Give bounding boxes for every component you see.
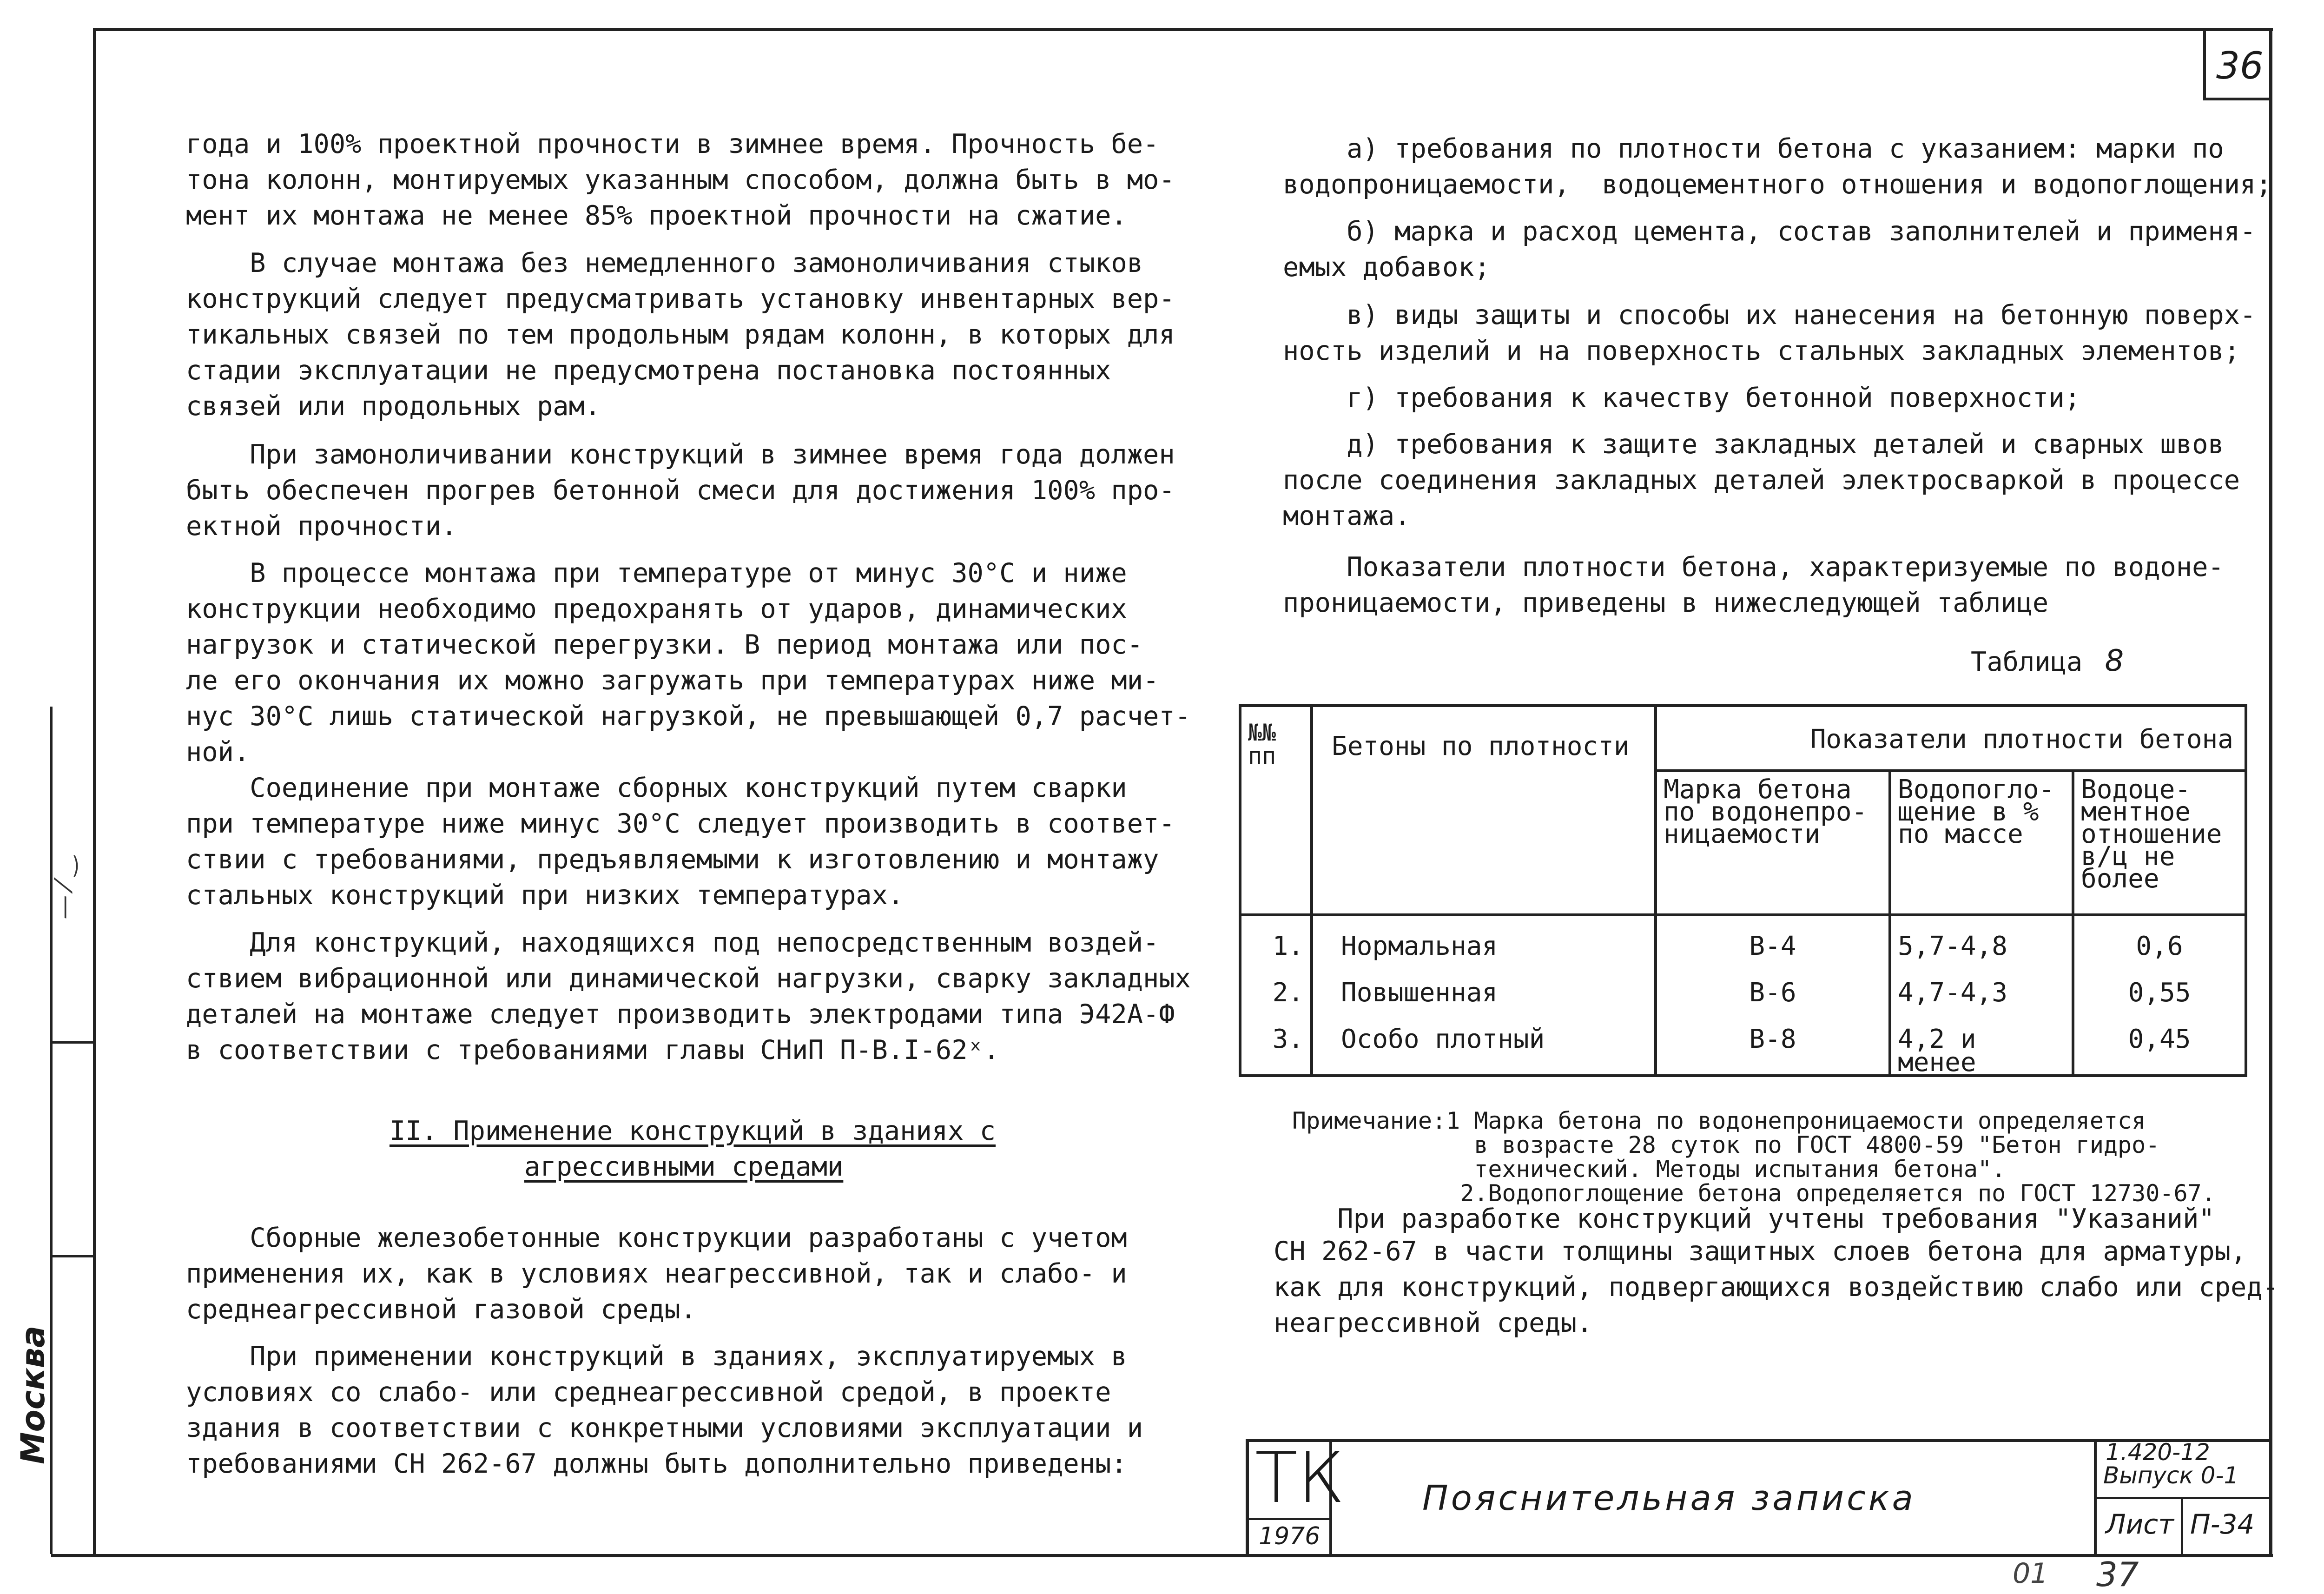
left-para-6: Сборные железобетонные конструкции разработаны с учетом применения их, как в условиях неагрессивной, так и слабо- и среднеагрессивной газовой среды. — [186, 1223, 1127, 1325]
margin-stamp-column — [50, 707, 95, 1554]
sheet-number: П-34 — [2190, 1508, 2255, 1540]
org-stamp: ТК — [1255, 1438, 1345, 1519]
table-row: 1. Нормальная В-4 5,7-4,8 0,6 — [1240, 915, 2246, 968]
bottom-mark-right: 37 — [2096, 1555, 2139, 1594]
col-header-absorption: Водопогло- щение в % по массе — [1890, 771, 2073, 915]
table-caption: Таблица 8 — [1971, 644, 2124, 678]
right-item-b: б) марка и расход цемента, состав заполнителей и применя- емых добавок; — [1283, 216, 2256, 283]
table-row: 2. Повышенная В-6 4,7-4,3 0,55 — [1240, 968, 2246, 1015]
left-para-2: В случае монтажа без немедленного замоноличивания стыков конструкций следует предусматривать установку инвентарных вер- тикальных связей по тем продольным рядам колонн, в которых для стадии эксплуатации не предусмотрена постановка постоянных связей или продольных рам. — [186, 248, 1175, 422]
table-row: 3. Особо плотный В-8 4,2 и менее 0,45 — [1240, 1015, 2246, 1076]
title-block-year: 1976 — [1259, 1522, 1320, 1550]
col-header-grade: Марка бетона по водонепро- ницаемости — [1656, 771, 1890, 915]
right-item-d: г) требования к качеству бетонной поверхности; — [1283, 383, 2080, 413]
left-para-7: При применении конструкций в зданиях, эксплуатируемых в условиях со слабо- или среднеагрессивной средой, в проекте здания в соответствии с конкретными условиями эксплуатации и требованиями СН 262-67 должны быть дополнительно приведены: — [186, 1341, 1143, 1479]
title-block-divider — [2181, 1497, 2183, 1554]
right-item-e: д) требования к защите закладных деталей и сварных швов после соединения закладных деталей электросваркой в процессе монтажа. — [1283, 429, 2240, 531]
table-note: Примечание:1 Марка бетона по водонепроницаемости определяется в возрасте 28 суток по ГОСТ 4800-59 "Бетон гидро- технический. Методы испытания бетона". 2.Водопоглощение бетона определяется по ГОСТ 12730-67. — [1292, 1107, 2216, 1207]
col-header-group: Показатели плотности бетона — [1656, 706, 2246, 771]
title-block-divider — [2094, 1439, 2097, 1554]
right-item-c: в) виды защиты и способы их нанесения на бетонную поверх- ность изделий и на поверхность стальных закладных элементов; — [1283, 300, 2256, 366]
margin-stamp-divider — [50, 1255, 93, 1257]
margin-stamp-divider — [50, 1041, 93, 1044]
series-number: 1.420-12 — [2106, 1439, 2210, 1466]
col-header-concrete: Бетоны по плотности — [1312, 706, 1656, 915]
left-para-4: В процессе монтажа при температуре от минус 30°С и ниже конструкции необходимо предохранять от ударов, динамических нагрузок и статической перегрузки. В период монтажа или пос- ле его окончания их можно загружать при температурах ниже ми- нус 30°С лишь статической нагрузкой, не превышающей 0,7 расчет- ной. Соединение при монтаже сборных конструкций путем сварки при температуре ниже минус 30°С следует производить в соответ- ствии с требованиями, предъявляемыми к изготовлению и монтажу стальных конструкций при низких температурах. — [186, 558, 1191, 911]
section-heading: II. Применение конструкций в зданиях с агрессивными средами — [390, 1116, 996, 1182]
right-para-intro: Показатели плотности бетона, характеризуемые по водоне- проницаемости, приведены в нижеследующей таблице — [1283, 552, 2224, 618]
left-para-3: При замоноличивании конструкций в зимнее время года должен быть обеспечен прогрев бетонной смеси для достижения 100% про- ектной прочности. — [186, 439, 1175, 542]
closing-para: При разработке конструкций учтены требования "Указаний" СН 262-67 в части толщины защитных слоев бетона для арматуры, как для конструкций, подвергающихся воздействию слабо или сред- неагрессивной среды. — [1274, 1204, 2278, 1338]
col-header-wc-ratio: Водоце- ментное отношение в/ц не более — [2073, 771, 2246, 915]
density-table — [1239, 704, 2247, 1077]
document-title: Пояснительная записка — [1422, 1478, 1916, 1518]
right-item-a: а) требования по плотности бетона с указанием: марки по водопроницаемости, водоцементного отношения и водопоглощения; — [1283, 133, 2272, 200]
left-para-1: года и 100% проектной прочности в зимнее время. Прочность бе- тона колонн, монтируемых указанным способом, должна быть в мо- мент их монтажа не менее 85% проектной прочности на сжатие. — [186, 129, 1175, 231]
col-header-number: №№ пп — [1240, 706, 1312, 915]
top-border-line — [93, 28, 2273, 31]
margin-signature-scribble: — ⁄ ‿ — [50, 856, 78, 919]
issue-number: Выпуск 0-1 — [2103, 1462, 2239, 1489]
bottom-mark-left: 01 — [2013, 1557, 2048, 1590]
sheet-label: Лист — [2106, 1508, 2174, 1540]
left-para-5: Для конструкций, находящихся под непосредственным воздей- ствием вибрационной или динамической нагрузки, сварку закладных деталей на монтаже следует производить электродами типа Э42А-Ф в соответствии с требованиями главы СНиП П-В.I-62ˣ. — [186, 927, 1191, 1065]
margin-note: Москва — [14, 1325, 52, 1464]
page-number: 36 — [2216, 44, 2264, 87]
